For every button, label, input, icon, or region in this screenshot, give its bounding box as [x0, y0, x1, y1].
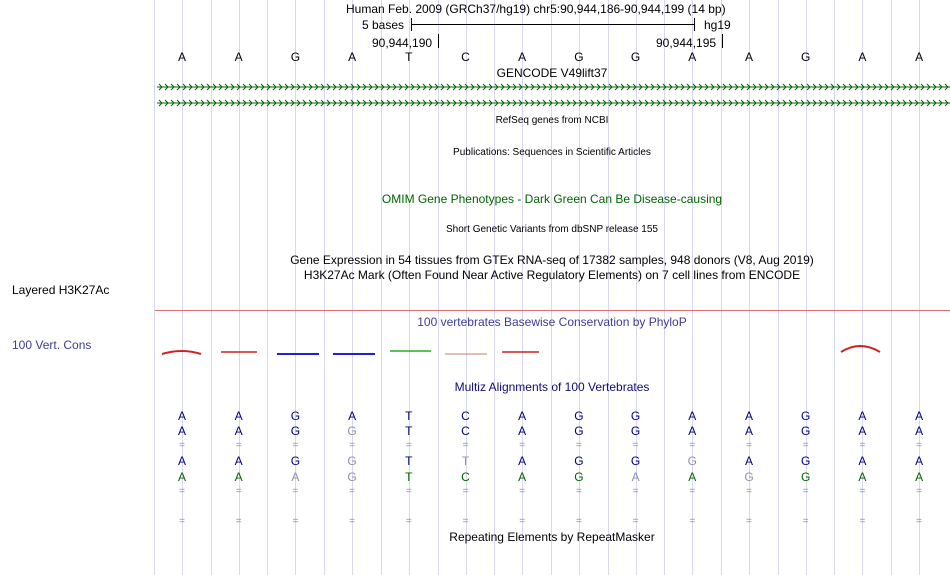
gtex-track-title: Gene Expression in 54 tissues from GTEx RNA-seq of 17382 samples, 948 donors (V8, Aug 2019) [290, 253, 814, 267]
aligned-base: A [915, 470, 924, 484]
h3k27ac-track-title: H3K27Ac Mark (Often Found Near Active Regulatory Elements) on 7 cell lines from ENCODE [303, 268, 801, 282]
assembly-label: hg19 [704, 18, 731, 32]
aligned-base: = [519, 440, 526, 451]
aligned-base: = [859, 516, 866, 527]
publications-track-title: Publications: Sequences in Scientific Articles [453, 147, 651, 158]
scale-bar [411, 24, 695, 25]
aligned-base: = [575, 440, 582, 451]
phylop-track-title: 100 vertebrates Basewise Conservation by PhyloP [417, 315, 687, 329]
aligned-base: = [689, 486, 696, 497]
aligned-base: T [405, 409, 413, 423]
coordinate-1: 90,944,190 [372, 36, 433, 50]
grid-line [154, 0, 155, 575]
aligned-base: A [291, 470, 300, 484]
aligned-base: A [744, 454, 754, 468]
aligned-base: A [688, 424, 697, 438]
phylop-mark-1 [162, 351, 201, 354]
reference-base: A [518, 50, 527, 64]
aligned-base: = [292, 486, 299, 497]
aligned-base: = [179, 516, 185, 527]
aligned-base: A [234, 454, 243, 468]
phylop-track-label[interactable]: 100 Vert. Cons [12, 338, 92, 352]
aligned-base: A [177, 409, 187, 423]
aligned-base: A [177, 454, 187, 468]
aligned-base: G [630, 424, 641, 438]
aligned-base: = [689, 516, 696, 527]
aligned-base: = [746, 440, 752, 451]
reference-base: C [461, 50, 470, 64]
reference-base: A [688, 50, 697, 64]
aligned-base: = [235, 516, 242, 527]
reference-base: T [405, 50, 413, 64]
aligned-base: = [292, 516, 299, 527]
aligned-base: = [235, 486, 242, 497]
aligned-base: A [518, 470, 527, 484]
aligned-base: = [802, 440, 809, 451]
reference-base: G [801, 50, 811, 64]
repeatmasker-track-title: Repeating Elements by RepeatMasker [449, 530, 655, 544]
aligned-base: = [235, 440, 242, 451]
aligned-base: A [915, 454, 924, 468]
aligned-base: A [858, 470, 867, 484]
aligned-base: C [461, 424, 470, 438]
aligned-base: = [632, 486, 639, 497]
aligned-base: = [462, 486, 469, 497]
aligned-base: G [574, 470, 584, 484]
reference-base: A [348, 50, 357, 64]
aligned-base: = [916, 516, 923, 527]
short-variants-track-title: Short Genetic Variants from dbSNP release 155 [446, 224, 658, 235]
coordinate-2: 90,944,195 [656, 36, 717, 50]
aligned-base: = [519, 516, 526, 527]
aligned-base: = [462, 516, 469, 527]
multiz-track-title: Multiz Alignments of 100 Vertebrates [454, 380, 650, 394]
reference-base: A [858, 50, 867, 64]
aligned-base: A [518, 454, 527, 468]
aligned-base: A [234, 409, 243, 423]
reference-base: G [574, 50, 584, 64]
aligned-base: = [859, 486, 866, 497]
aligned-base: G [347, 454, 357, 468]
reference-base: A [177, 50, 187, 64]
aligned-base: A [858, 409, 867, 423]
aligned-base: = [575, 516, 582, 527]
aligned-base: A [744, 424, 754, 438]
reference-base: A [744, 50, 754, 64]
aligned-base: = [632, 440, 639, 451]
aligned-base: A [631, 470, 640, 484]
aligned-base: = [349, 516, 356, 527]
aligned-base: A [234, 424, 243, 438]
aligned-base: G [687, 454, 697, 468]
aligned-base: = [632, 516, 639, 527]
aligned-base: G [574, 409, 584, 423]
reference-base: G [630, 50, 641, 64]
aligned-base: = [859, 440, 866, 451]
gencode-track-title: GENCODE V49lift37 [496, 66, 608, 80]
aligned-base: = [519, 486, 526, 497]
aligned-base: G [801, 454, 811, 468]
phylop-conservation-plot[interactable] [155, 340, 950, 362]
aligned-base: = [405, 516, 412, 527]
omim-track-title: OMIM Gene Phenotypes - Dark Green Can Be Disease-causing [381, 192, 723, 206]
aligned-base: T [405, 470, 413, 484]
aligned-base: = [179, 486, 185, 497]
scale-bar-label: 5 bases [362, 18, 405, 32]
aligned-base: G [290, 424, 301, 438]
aligned-base: = [746, 516, 752, 527]
coordinate-1-tick [438, 34, 439, 48]
aligned-base: A [348, 409, 357, 423]
gene-arrow-ensg[interactable] [157, 83, 950, 91]
reference-base: A [915, 50, 924, 64]
window-position-text: Human Feb. 2009 (GRCh37/hg19) chr5:90,944,186-90,944,199 (14 bp) [346, 2, 726, 16]
aligned-base: T [405, 454, 413, 468]
aligned-base: = [292, 440, 299, 451]
aligned-base: A [518, 409, 527, 423]
aligned-base: A [744, 409, 754, 423]
reference-base: G [290, 50, 301, 64]
aligned-base: = [802, 516, 809, 527]
aligned-base: A [688, 409, 697, 423]
aligned-base: = [746, 486, 752, 497]
aligned-base: = [405, 486, 412, 497]
aligned-base: = [575, 486, 582, 497]
aligned-base: C [461, 470, 470, 484]
reference-base: A [234, 50, 243, 64]
scale-bar-left-tick [411, 18, 412, 31]
aligned-base: G [801, 470, 811, 484]
aligned-base: = [689, 440, 696, 451]
aligned-base: G [574, 454, 584, 468]
aligned-base: A [177, 470, 187, 484]
aligned-base: G [630, 409, 641, 423]
aligned-base: = [179, 440, 185, 451]
aligned-base: G [574, 424, 584, 438]
aligned-base: = [802, 486, 809, 497]
aligned-base: = [349, 486, 356, 497]
refseq-track-title: RefSeq genes from NCBI [495, 115, 609, 126]
aligned-base: A [177, 424, 187, 438]
aligned-base: C [461, 409, 470, 423]
aligned-base: G [347, 424, 357, 438]
h3k27ac-baseline [155, 310, 950, 311]
aligned-base: A [688, 470, 697, 484]
layered-h3k27ac-label[interactable]: Layered H3K27Ac [12, 283, 110, 297]
aligned-base: A [234, 470, 243, 484]
aligned-base: A [518, 424, 527, 438]
aligned-base: A [915, 409, 924, 423]
aligned-base: T [405, 424, 413, 438]
aligned-base: = [462, 440, 469, 451]
aligned-base: A [858, 424, 867, 438]
aligned-base: A [858, 454, 867, 468]
aligned-base: T [461, 454, 470, 468]
scale-bar-right-tick [694, 18, 695, 31]
aligned-base: = [916, 486, 923, 497]
aligned-base: G [801, 409, 811, 423]
aligned-base: = [405, 440, 412, 451]
aligned-base: G [290, 454, 301, 468]
phylop-mark-8 [841, 346, 880, 352]
aligned-base: G [630, 454, 641, 468]
aligned-base: G [801, 424, 811, 438]
aligned-base: A [915, 424, 924, 438]
aligned-base: = [349, 440, 356, 451]
track-labels-column [0, 0, 155, 575]
gene-arrow-arrdc3-as1[interactable] [157, 99, 950, 107]
aligned-base: G [347, 470, 357, 484]
coordinate-2-tick [722, 34, 723, 48]
aligned-base: G [744, 470, 754, 484]
aligned-base: = [916, 440, 923, 451]
aligned-base: G [290, 409, 301, 423]
